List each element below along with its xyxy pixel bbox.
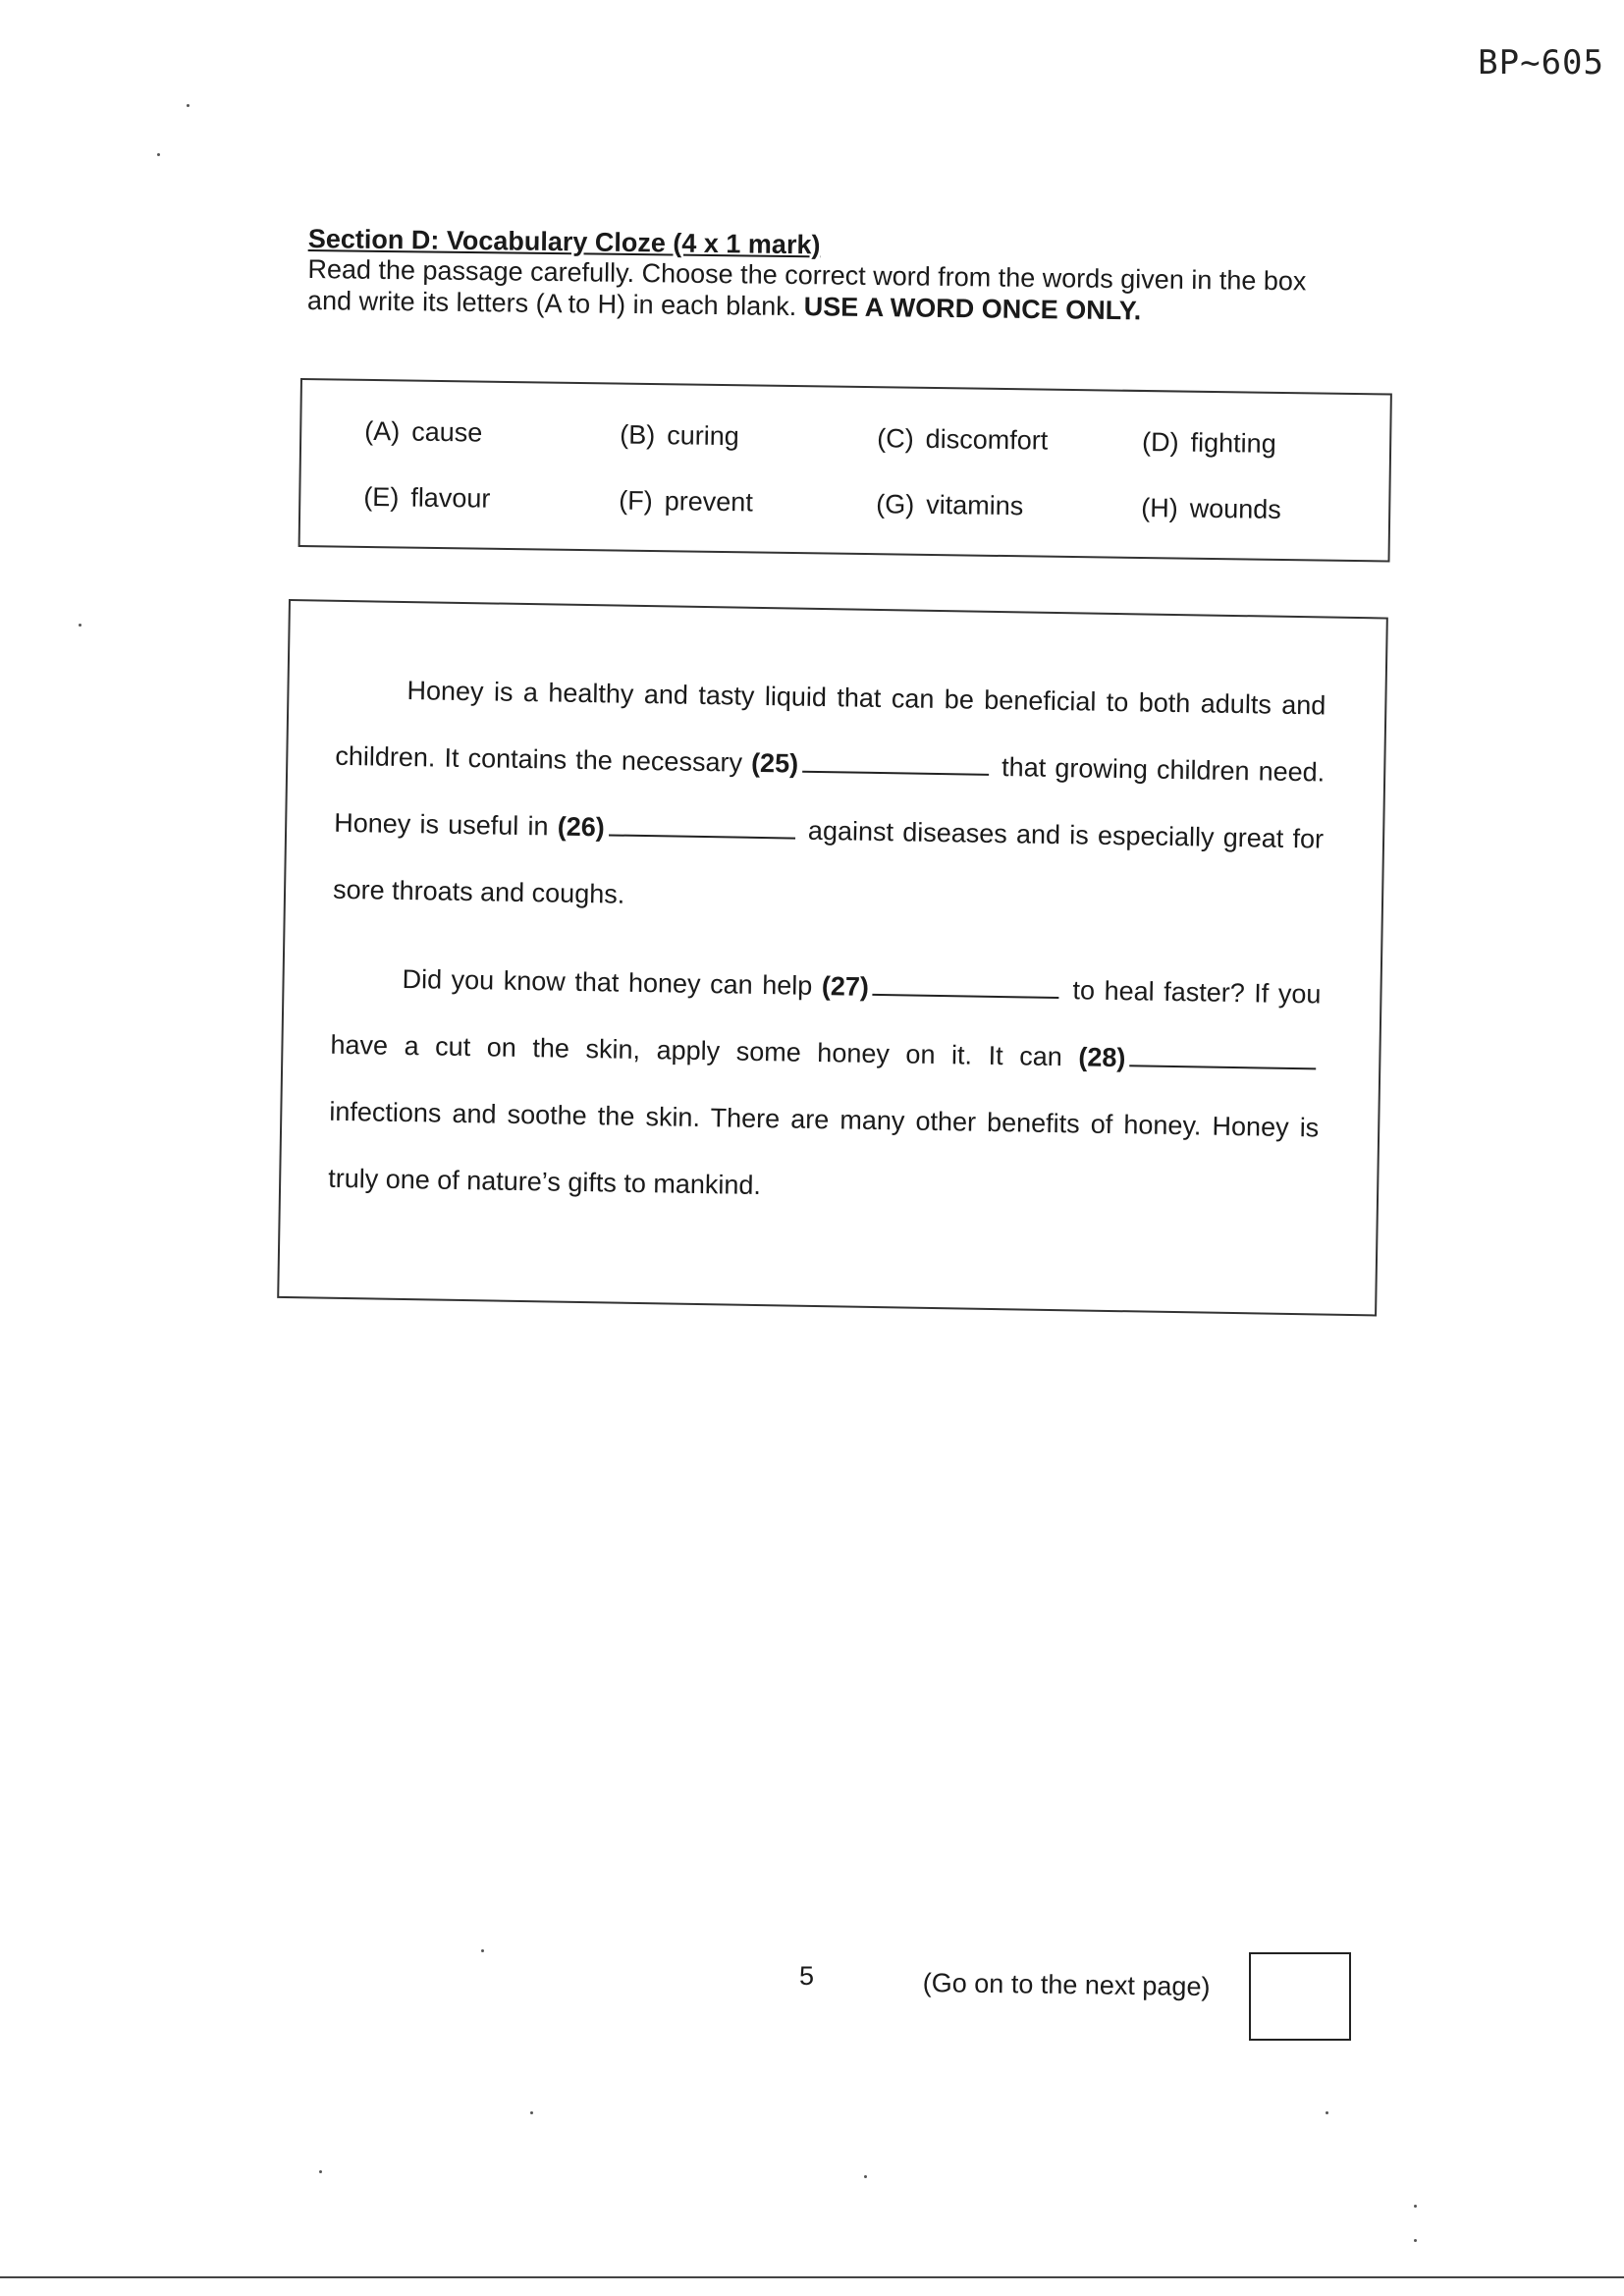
scan-speck (157, 153, 160, 156)
option-letter: (G) (876, 489, 915, 519)
word-option-d (1142, 427, 1338, 461)
option-letter: (E) (363, 481, 400, 513)
page-number: 5 (799, 1961, 815, 1991)
scan-speck (530, 2111, 533, 2114)
option-letter: (F) (619, 485, 653, 517)
scan-speck (187, 104, 189, 107)
score-box[interactable] (1249, 1952, 1351, 2041)
scan-speck (1414, 2239, 1417, 2242)
answer-blank-27[interactable] (873, 974, 1059, 999)
section-header (307, 224, 1326, 329)
passage (327, 656, 1326, 1250)
option-word: cause (411, 416, 483, 448)
option-letter: (A) (364, 415, 401, 447)
word-option-e (363, 482, 619, 517)
scan-speck (79, 624, 81, 627)
option-word: vitamins (926, 489, 1024, 521)
option-letter: (H) (1141, 492, 1178, 523)
page-code: BP~605 (1478, 43, 1604, 82)
option-word: flavour (410, 482, 491, 514)
question-number-27: (27) (821, 971, 870, 1002)
option-word: fighting (1190, 427, 1276, 459)
passage-text: Did you know that honey can help (402, 963, 813, 1001)
option-word: curing (667, 420, 739, 452)
instructions-text: Read the passage carefully. Choose the correct word from the words given in the box and write its letters (A to H) in each blank. (306, 253, 1307, 322)
instructions (307, 253, 1326, 329)
passage-text: against diseases and is especially great for sore throats and coughs. (332, 815, 1325, 909)
section-title: Section D: Vocabulary Cloze (4 x 1 mark) (307, 224, 821, 260)
option-letter: (C) (876, 423, 914, 454)
passage-text: Honey is a healthy and tasty liquid that can be beneficial to both adults and children. It contains the necessary (335, 676, 1326, 778)
answer-blank-28[interactable] (1129, 1045, 1316, 1069)
option-word: prevent (664, 486, 754, 518)
word-option-h (1141, 493, 1337, 526)
word-bank-box (298, 378, 1392, 563)
word-bank-grid (363, 416, 1338, 526)
passage-box (277, 599, 1388, 1316)
passage-paragraph-2 (328, 945, 1322, 1229)
passage-text: infections and soothe the skin. There are many other benefits of honey. Honey is truly one of nature’s gifts to mankind. (327, 1096, 1320, 1201)
word-option-c (877, 423, 1142, 458)
scan-speck (481, 1949, 484, 1952)
option-letter: (B) (620, 419, 656, 451)
answer-blank-26[interactable] (609, 814, 795, 839)
word-option-f (619, 486, 876, 520)
passage-text: that growing children need. Honey is useful in (333, 752, 1326, 842)
passage-text: to heal faster? If you have a cut on the skin, apply some honey on it. It can (330, 975, 1322, 1072)
scan-speck (319, 2170, 322, 2173)
option-word: wounds (1189, 493, 1281, 524)
question-number-25: (25) (750, 747, 799, 779)
scan-speck (1326, 2111, 1328, 2114)
instructions-emphasis: USE A WORD ONCE ONLY. (803, 292, 1142, 326)
scan-speck (864, 2175, 867, 2178)
question-number-26: (26) (557, 811, 606, 843)
word-option-g (876, 489, 1141, 523)
word-option-b (620, 420, 877, 455)
scan-speck (1414, 2205, 1417, 2208)
answer-blank-25[interactable] (802, 751, 989, 776)
go-on-notice: (Go on to the next page) (922, 1968, 1211, 2002)
passage-paragraph-1 (333, 656, 1326, 940)
option-letter: (D) (1141, 426, 1179, 458)
question-number-28: (28) (1078, 1042, 1126, 1073)
option-word: discomfort (925, 423, 1049, 456)
bottom-rule (0, 2276, 1624, 2278)
word-option-a (364, 416, 620, 451)
